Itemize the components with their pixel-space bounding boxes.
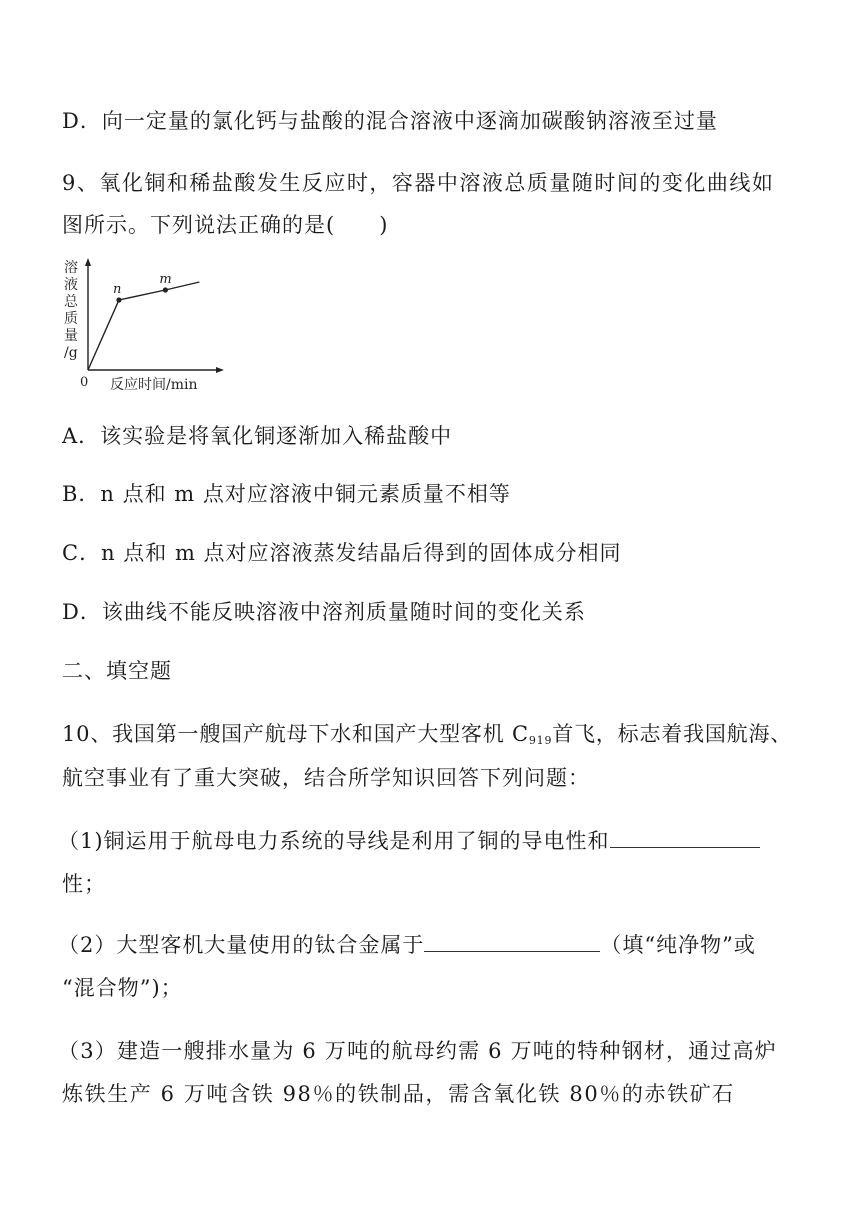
ylabel-char: 总: [64, 294, 78, 310]
point-n: [116, 297, 121, 302]
q9-stem-line2: 图所示。下列说法正确的是( ): [62, 213, 389, 237]
q10-part3-line1: （3）建造一艘排水量为 6 万吨的航母约需 6 万吨的特种钢材，通过高炉: [58, 1039, 777, 1063]
mass-time-chart: [58, 256, 228, 396]
chart-ylabel: [64, 259, 79, 361]
origin-label: 0: [80, 375, 89, 390]
q9-option-a: A．该实验是将氧化铜逐渐加入稀盐酸中: [62, 424, 453, 448]
point-label-n: n: [112, 282, 122, 297]
mass-curve: [88, 282, 199, 370]
answer-blank-2[interactable]: [424, 929, 600, 952]
q10-part2-line2: “混合物”)；: [62, 976, 183, 1000]
q10-part2-hint: （填“纯净物”或: [600, 933, 756, 957]
ylabel-char: 质: [64, 311, 78, 327]
section-title: 二、填空题: [62, 659, 172, 683]
chart-xlabel: 反应时间/min: [110, 377, 198, 393]
q10-stem-part1: 10、我国第一艘国产航母下水和国产大型客机 C: [62, 722, 529, 746]
q10-part1-line2: 性；: [62, 872, 106, 896]
point-label-m: m: [159, 272, 172, 287]
point-m: [163, 287, 168, 292]
ylabel-char: 量: [64, 328, 78, 344]
q10-part2-text: （2）大型客机大量使用的钛合金属于: [58, 933, 425, 957]
q9-stem-line1: 9、氧化铜和稀盐酸发生反应时，容器中溶液总质量随时间的变化曲线如: [62, 171, 775, 195]
ylabel-char: 溶: [64, 260, 78, 276]
q9-option-b: B．n 点和 m 点对应溶液中铜元素质量不相等: [62, 482, 511, 506]
q10-part1-line1: [58, 825, 760, 855]
q10-part2-line1: [58, 929, 756, 959]
answer-blank-1[interactable]: [610, 825, 760, 848]
q10-stem-part2: 首飞，标志着我国航海、: [552, 722, 793, 746]
q10-stem-line1: [62, 718, 792, 748]
q10-stem-subscript: 919: [528, 734, 553, 747]
q10-part3-line2: 炼铁生产 6 万吨含铁 98％的铁制品，需含氧化铁 80％的赤铁矿石: [62, 1082, 735, 1106]
y-axis-arrow: [85, 258, 91, 266]
q10-stem-line2: 航空事业有了重大突破，结合所学知识回答下列问题：: [62, 766, 590, 790]
ylabel-char: /g: [64, 345, 78, 361]
q9-option-d: D．该曲线不能反映溶液中溶剂质量随时间的变化关系: [62, 600, 586, 624]
q9-option-c: C．n 点和 m 点对应溶液蒸发结晶后得到的固体成分相同: [62, 541, 622, 565]
ylabel-char: 液: [64, 277, 78, 293]
x-axis-arrow: [216, 367, 224, 373]
q10-part1-text: （1)铜运用于航母电力系统的导线是利用了铜的导电性和: [58, 829, 610, 853]
q8-option-d: D．向一定量的氯化钙与盐酸的混合溶液中逐滴加碳酸钠溶液至过量: [62, 109, 718, 133]
